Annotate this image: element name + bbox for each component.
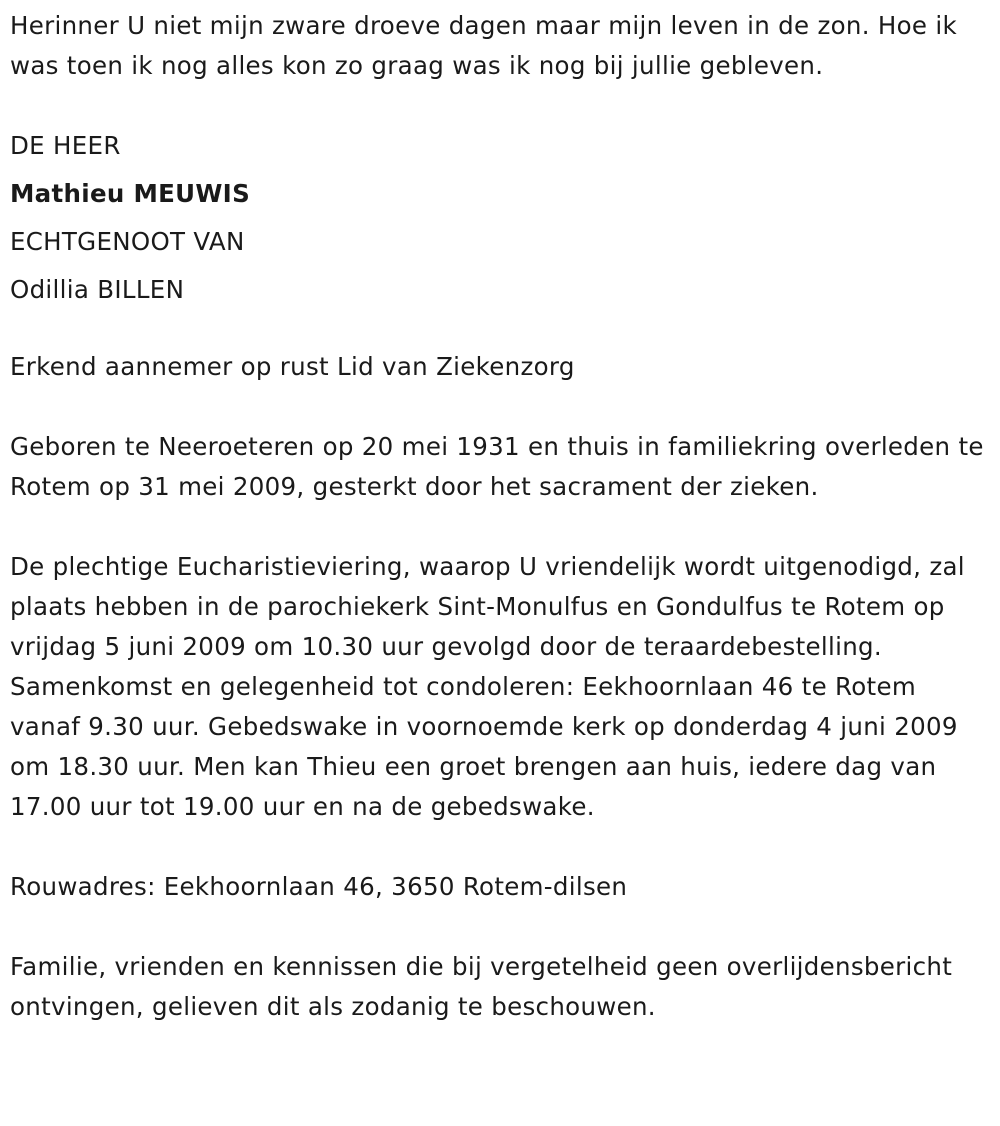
intro-poem: Herinner U niet mijn zware droeve dagen maar mijn leven in de zon. Hoe ik was toen ik nog alles kon zo graag was ik nog bij jullie gebleven.	[10, 11, 957, 80]
birth-death-paragraph: Geboren te Neeroeteren op 20 mei 1931 en thuis in familiekring overleden te Rotem op 31 mei 2009, gesterkt door het sacrament der zieken.	[10, 432, 984, 501]
occupation-line: Erkend aannemer op rust Lid van Ziekenzorg	[10, 352, 575, 381]
ceremony-paragraph: De plechtige Eucharistieviering, waarop U vriendelijk wordt uitgenodigd, zal plaats hebben in de parochiekerk Sint-Monulfus en Gondulfus te Rotem op vrijdag 5 juni 2009 om 10.30 uur gevolgd door de teraardebestelling. Samenkomst en gelegenheid tot condoleren: Eekhoornlaan 46 te Rotem vanaf 9.30 uur. Gebedswake in voornoemde kerk op donderdag 4 juni 2009 om 18.30 uur. Men kan Thieu een groet brengen aan huis, iedere dag van 17.00 uur tot 19.00 uur en na de gebedswake.	[10, 552, 965, 821]
name-block	[10, 122, 990, 314]
relation-line: ECHTGENOOT VAN	[10, 227, 245, 256]
closing-paragraph: Familie, vrienden en kennissen die bij vergetelheid geen overlijdensbericht ontvingen, gelieven dit als zodanig te beschouwen.	[10, 952, 953, 1021]
spouse-name: Odillia BILLEN	[10, 275, 185, 304]
deceased-name: Mathieu MEUWIS	[10, 179, 251, 208]
title-line: DE HEER	[10, 131, 121, 160]
address-line: Rouwadres: Eekhoornlaan 46, 3650 Rotem-dilsen	[10, 872, 628, 901]
